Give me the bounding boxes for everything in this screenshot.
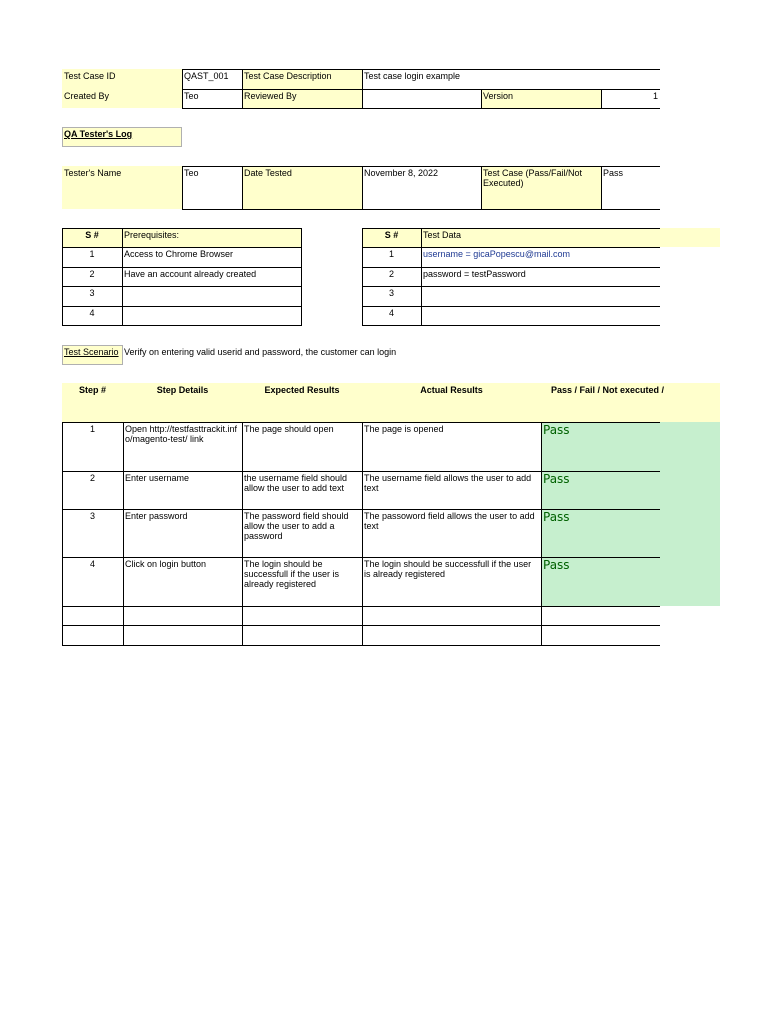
steps-header-status: Pass / Fail / Not executed / bbox=[541, 383, 720, 422]
reviewed-by-value[interactable] bbox=[362, 89, 481, 108]
date-tested-value[interactable]: November 8, 2022 bbox=[364, 168, 439, 178]
step-details[interactable]: Enter username bbox=[125, 473, 190, 483]
step-status-pass[interactable]: Pass bbox=[541, 557, 720, 606]
step-expected[interactable]: The password field should allow the user to add a password bbox=[244, 511, 349, 541]
testdata-row-num: 2 bbox=[388, 269, 394, 279]
testdata-num-header: S # bbox=[362, 228, 421, 247]
prereq-row-num: 2 bbox=[89, 269, 95, 279]
empty-cell[interactable] bbox=[541, 606, 660, 625]
description-label: Test Case Description bbox=[242, 69, 362, 89]
testdata-row-text[interactable] bbox=[421, 286, 660, 306]
version-value[interactable]: 1 bbox=[652, 91, 658, 101]
steps-header-actual: Actual Results bbox=[362, 383, 541, 422]
step-number: 2 bbox=[89, 473, 95, 483]
testdata-row-num: 3 bbox=[388, 288, 394, 298]
tester-name-label: Tester's Name bbox=[62, 166, 182, 209]
empty-cell[interactable] bbox=[362, 625, 541, 645]
test-case-id-label: Test Case ID bbox=[62, 69, 182, 89]
step-expected[interactable]: The page should open bbox=[244, 424, 334, 434]
test-scenario-text: Verify on entering valid userid and password, the customer can login bbox=[124, 347, 397, 357]
steps-header-expected: Expected Results bbox=[242, 383, 362, 422]
step-expected[interactable]: the username field should allow the user to add text bbox=[244, 473, 348, 493]
empty-cell[interactable] bbox=[123, 625, 242, 645]
step-expected[interactable]: The login should be successfull if the user is already registered bbox=[244, 559, 340, 589]
empty-cell[interactable] bbox=[123, 606, 242, 625]
testdata-row-num: 4 bbox=[388, 308, 394, 318]
result-label: Test Case (Pass/Fail/Not Executed) bbox=[481, 166, 601, 209]
prereq-num-header: S # bbox=[62, 228, 122, 247]
empty-cell[interactable] bbox=[242, 625, 362, 645]
testdata-row-text[interactable]: password = testPassword bbox=[423, 269, 526, 279]
testdata-row-text[interactable]: username = gicaPopescu@mail.com bbox=[423, 249, 570, 259]
step-status-pass[interactable]: Pass bbox=[541, 422, 720, 471]
step-details[interactable]: Click on login button bbox=[125, 559, 207, 569]
empty-cell[interactable] bbox=[541, 625, 660, 645]
empty-cell[interactable] bbox=[62, 606, 123, 625]
step-status-pass[interactable]: Pass bbox=[541, 509, 720, 557]
empty-cell[interactable] bbox=[362, 606, 541, 625]
step-actual[interactable]: The passoword field allows the user to add text bbox=[364, 511, 535, 531]
prereq-row-num: 3 bbox=[89, 288, 95, 298]
created-by-label: Created By bbox=[62, 89, 182, 108]
step-actual[interactable]: The page is opened bbox=[364, 424, 444, 434]
testdata-title-header: Test Data bbox=[421, 228, 720, 247]
steps-header-details: Step Details bbox=[123, 383, 242, 422]
prereq-row-text[interactable] bbox=[122, 286, 302, 306]
description-value[interactable]: Test case login example bbox=[364, 71, 461, 81]
prereq-row-text[interactable]: Have an account already created bbox=[124, 269, 257, 279]
step-details[interactable]: Enter password bbox=[125, 511, 188, 521]
test-scenario-label: Test Scenario bbox=[62, 345, 123, 365]
step-status-pass[interactable]: Pass bbox=[541, 471, 720, 509]
date-tested-label: Date Tested bbox=[242, 166, 362, 209]
test-case-id-value[interactable]: QAST_001 bbox=[184, 71, 229, 81]
steps-header-step: Step # bbox=[62, 383, 123, 422]
step-number: 4 bbox=[89, 559, 95, 569]
qa-log-title: QA Tester's Log bbox=[62, 127, 182, 147]
step-actual[interactable]: The login should be successfull if the user is already registered bbox=[364, 559, 532, 579]
testdata-row-text[interactable] bbox=[421, 306, 660, 325]
step-number: 1 bbox=[89, 424, 95, 434]
prereq-row-num: 4 bbox=[89, 308, 95, 318]
result-value[interactable]: Pass bbox=[603, 168, 624, 178]
testdata-row-num: 1 bbox=[388, 249, 394, 259]
step-number: 3 bbox=[89, 511, 95, 521]
prereq-title-header: Prerequisites: bbox=[122, 228, 302, 247]
prereq-row-text[interactable] bbox=[122, 306, 302, 325]
empty-cell[interactable] bbox=[242, 606, 362, 625]
reviewed-by-label: Reviewed By bbox=[242, 89, 362, 108]
version-label: Version bbox=[481, 89, 601, 108]
prereq-row-text[interactable]: Access to Chrome Browser bbox=[124, 249, 234, 259]
prereq-row-num: 1 bbox=[89, 249, 95, 259]
tester-name-value[interactable]: Teo bbox=[184, 168, 199, 178]
step-details[interactable]: Open http://testfasttrackit.info/magento-test/ link bbox=[125, 424, 238, 444]
step-actual[interactable]: The username field allows the user to add text bbox=[364, 473, 532, 493]
created-by-value[interactable]: Teo bbox=[184, 91, 199, 101]
empty-cell[interactable] bbox=[62, 625, 123, 645]
